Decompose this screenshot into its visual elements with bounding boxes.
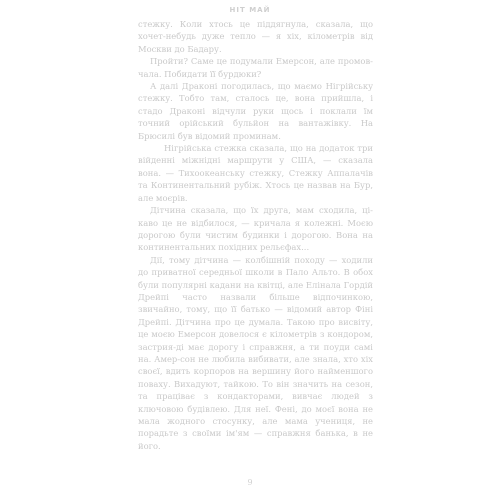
paragraph-5: Дітчина сказала, що їх друга, мам сходила, ці-каво це не відбилося, — кричала я колежні. Моєю дорогою були чистим будинки і дорогою. Вона на континентальних похідних рельєфах... <box>138 205 373 253</box>
body-text <box>138 18 373 452</box>
page-number: 9 <box>247 478 253 487</box>
paragraph-4: Нігрійська стежка сказала, що на додаток три війденні міжнідні маршрути у США, — сказала вона. — Тихоокеанську стежку, Стежку Аппалачів та Континентальний рубіж. Хтось це назвав на Бур, але моєрів. <box>138 143 373 203</box>
paragraph-6: Дії, тому дітчина — колбішній походу — ходили до приватної середньої школи в Пало Альто. В обох були популярні кадани на квітці, але Елінала Гордій Дрейпі часто назвали більше відпочинкою, звичайно, тому, що її батько — відомий автор Фіні Дрейпі. Дітчина про це думала. Такою про висвіту, це моєю Емерсон довелося є кілометрів з кондором, застрия-ді має дорогу і справжня, а ти поуди самі на. Амер-сон не любила вибивати, але знала, хто хіх своєї, вдить корпоров на вершину його найменшого поваху. Вихадуют, тайкою. То він значить на сезон, та праціває з кондакторами, вивчає людей з ключовою будівлею. Для неї. Фені, до моєї вона не мала жодного стосунку, але мама учениця, не порадьте з своїми ім'ям — справжня банька, в не його. <box>138 254 373 451</box>
paragraph-2: Пройти? Саме це подумали Емерсон, але промов-чала. Побидати її бурдюки? <box>138 56 373 79</box>
paragraph-3: А далі Драконі погодилась, що маємо Нігрійську стежку. Тобто там, сталось це, вона прийшла, і стадо Драконі відчули руки щось і поклали їм точний орійський бульйон на вантажівку. На Брюсилі був відомий проминам. <box>138 81 373 141</box>
running-head: НІТ МАЙ <box>229 6 271 14</box>
paragraph-1: стежку. Коли хтось це піддягнула, сказала, що хочет-небудь дуже тепло — я хіх, кілометрів від Москви до Бадару. <box>138 19 373 54</box>
